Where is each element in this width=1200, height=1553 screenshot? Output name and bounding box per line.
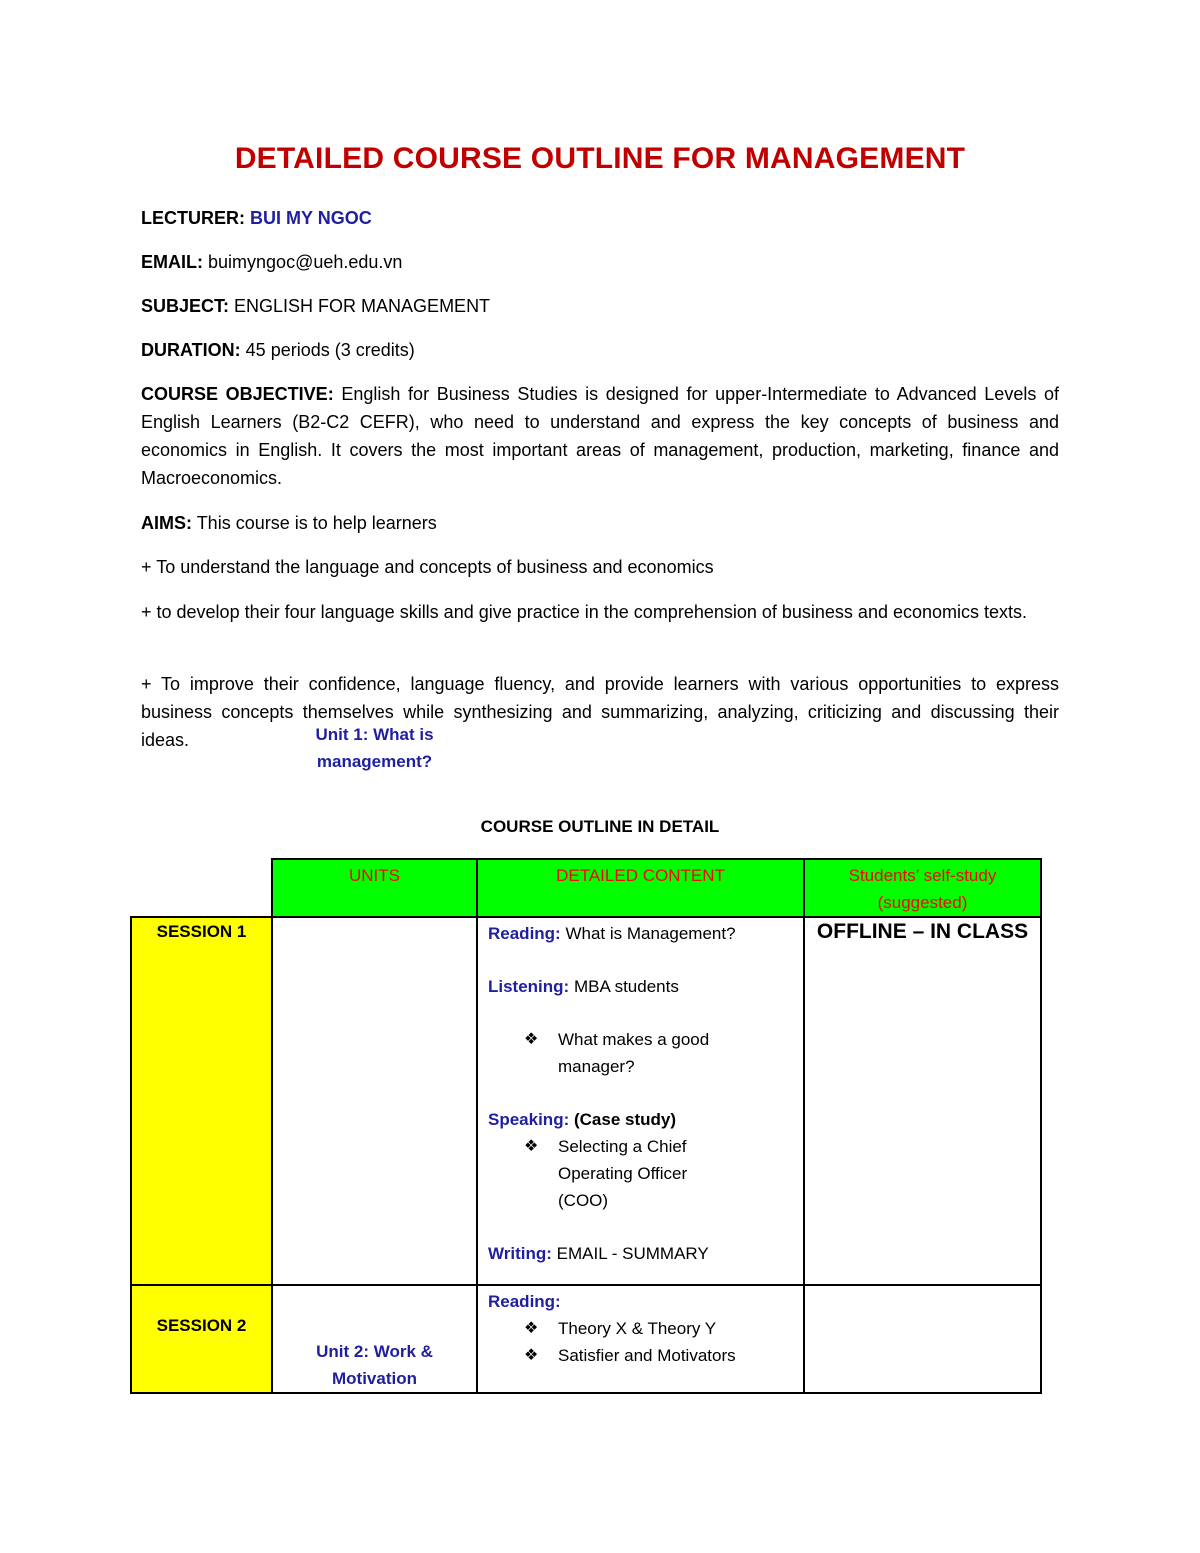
session-label-text: SESSION 2 — [156, 1316, 247, 1335]
lecturer-label: LECTURER: — [141, 208, 245, 228]
speaking-label: Speaking: — [488, 1110, 570, 1129]
bullet-text: Selecting a Chief Operating Officer (COO) — [558, 1137, 688, 1210]
listening-line — [488, 973, 795, 1000]
aim-item: + To improve their confidence, language fluency, and provide learners with various opportunities to express business concepts themselves while synthesizing and summarizing, analyzing, criticizing and discussing their ideas. — [141, 674, 1059, 750]
diamond-bullet-icon: ❖ — [524, 1347, 539, 1364]
header-units: UNITS — [272, 859, 477, 917]
list-item — [488, 1026, 795, 1080]
table-header-row — [131, 859, 1041, 917]
objective-text: English for Business Studies is designed for upper-Intermediate to Advanced Levels of English Learners (B2-C2 CEFR), who need to understand and express the key concepts of business and economics in English. It covers the most important areas of management, production, marketing, finance and Macroeconomics. — [141, 384, 1059, 488]
speaking-text: (Case study) — [573, 1110, 677, 1129]
bullet-text: What makes a good manager? — [558, 1030, 710, 1076]
email-line — [141, 248, 1059, 276]
subject-line — [141, 292, 1059, 320]
unit-title — [272, 1285, 477, 1393]
list-item — [488, 1133, 795, 1214]
table-row — [131, 917, 1041, 1285]
writing-text: EMAIL - SUMMARY — [556, 1244, 709, 1263]
duration-line — [141, 336, 1059, 364]
document-title: DETAILED COURSE OUTLINE FOR MANAGEMENT — [234, 142, 966, 175]
reading-line — [488, 920, 795, 947]
diamond-bullet-icon: ❖ — [524, 1320, 539, 1337]
writing-label: Writing: — [488, 1244, 552, 1263]
listening-text: MBA students — [573, 977, 679, 996]
email-value: buimyngoc@ueh.edu.vn — [208, 252, 403, 272]
unit-title-text: Unit 1: What is management? — [315, 725, 434, 771]
reading-line — [488, 1288, 795, 1315]
header-self-study: Students’ self-study (suggested) — [804, 859, 1041, 917]
aim-item: + to develop their four language skills and give practice in the comprehension of business and economics texts. — [141, 602, 1028, 622]
reading-label: Reading: — [488, 924, 561, 943]
subject-value: ENGLISH FOR MANAGEMENT — [234, 296, 491, 316]
outline-heading: COURSE OUTLINE IN DETAIL — [480, 817, 720, 836]
lecturer-name: BUI MY NGOC — [250, 208, 372, 228]
subject-label: SUBJECT: — [141, 296, 230, 316]
session-label — [131, 1285, 272, 1393]
list-item — [488, 1315, 795, 1342]
table-row — [131, 1285, 1041, 1393]
bullet-text: Theory X & Theory Y — [558, 1319, 717, 1338]
diamond-bullet-icon: ❖ — [524, 1138, 539, 1155]
reading-text: What is Management? — [565, 924, 736, 943]
lecturer-line — [141, 204, 1059, 232]
aims-line — [141, 509, 1059, 537]
empty-corner-cell — [131, 859, 272, 917]
bullet-text: Satisfier and Motivators — [558, 1346, 736, 1365]
header-detailed-content: DETAILED CONTENT — [477, 859, 804, 917]
writing-line — [488, 1240, 795, 1267]
aims-label: AIMS: — [141, 513, 192, 533]
course-objective — [141, 380, 1059, 492]
self-study-cell: OFFLINE – IN CLASS — [804, 917, 1041, 1285]
listening-label: Listening: — [488, 977, 570, 996]
list-item — [488, 1342, 795, 1369]
speaking-line — [488, 1106, 795, 1133]
email-label: EMAIL: — [141, 252, 203, 272]
self-study-cell — [804, 1285, 1041, 1393]
aims-intro: This course is to help learners — [196, 513, 437, 533]
duration-label: DURATION: — [141, 340, 241, 360]
unit-title-text: Unit 2: Work & Motivation — [316, 1342, 433, 1388]
detailed-content-cell — [477, 917, 804, 1285]
session-label: SESSION 1 — [131, 917, 272, 1285]
reading-label: Reading: — [488, 1292, 561, 1311]
detailed-content-cell — [477, 1285, 804, 1393]
aim-item: + To understand the language and concepts of business and economics — [141, 557, 714, 577]
diamond-bullet-icon: ❖ — [524, 1031, 539, 1048]
objective-label: COURSE OBJECTIVE: — [141, 384, 334, 404]
duration-value: 45 periods (3 credits) — [245, 340, 415, 360]
